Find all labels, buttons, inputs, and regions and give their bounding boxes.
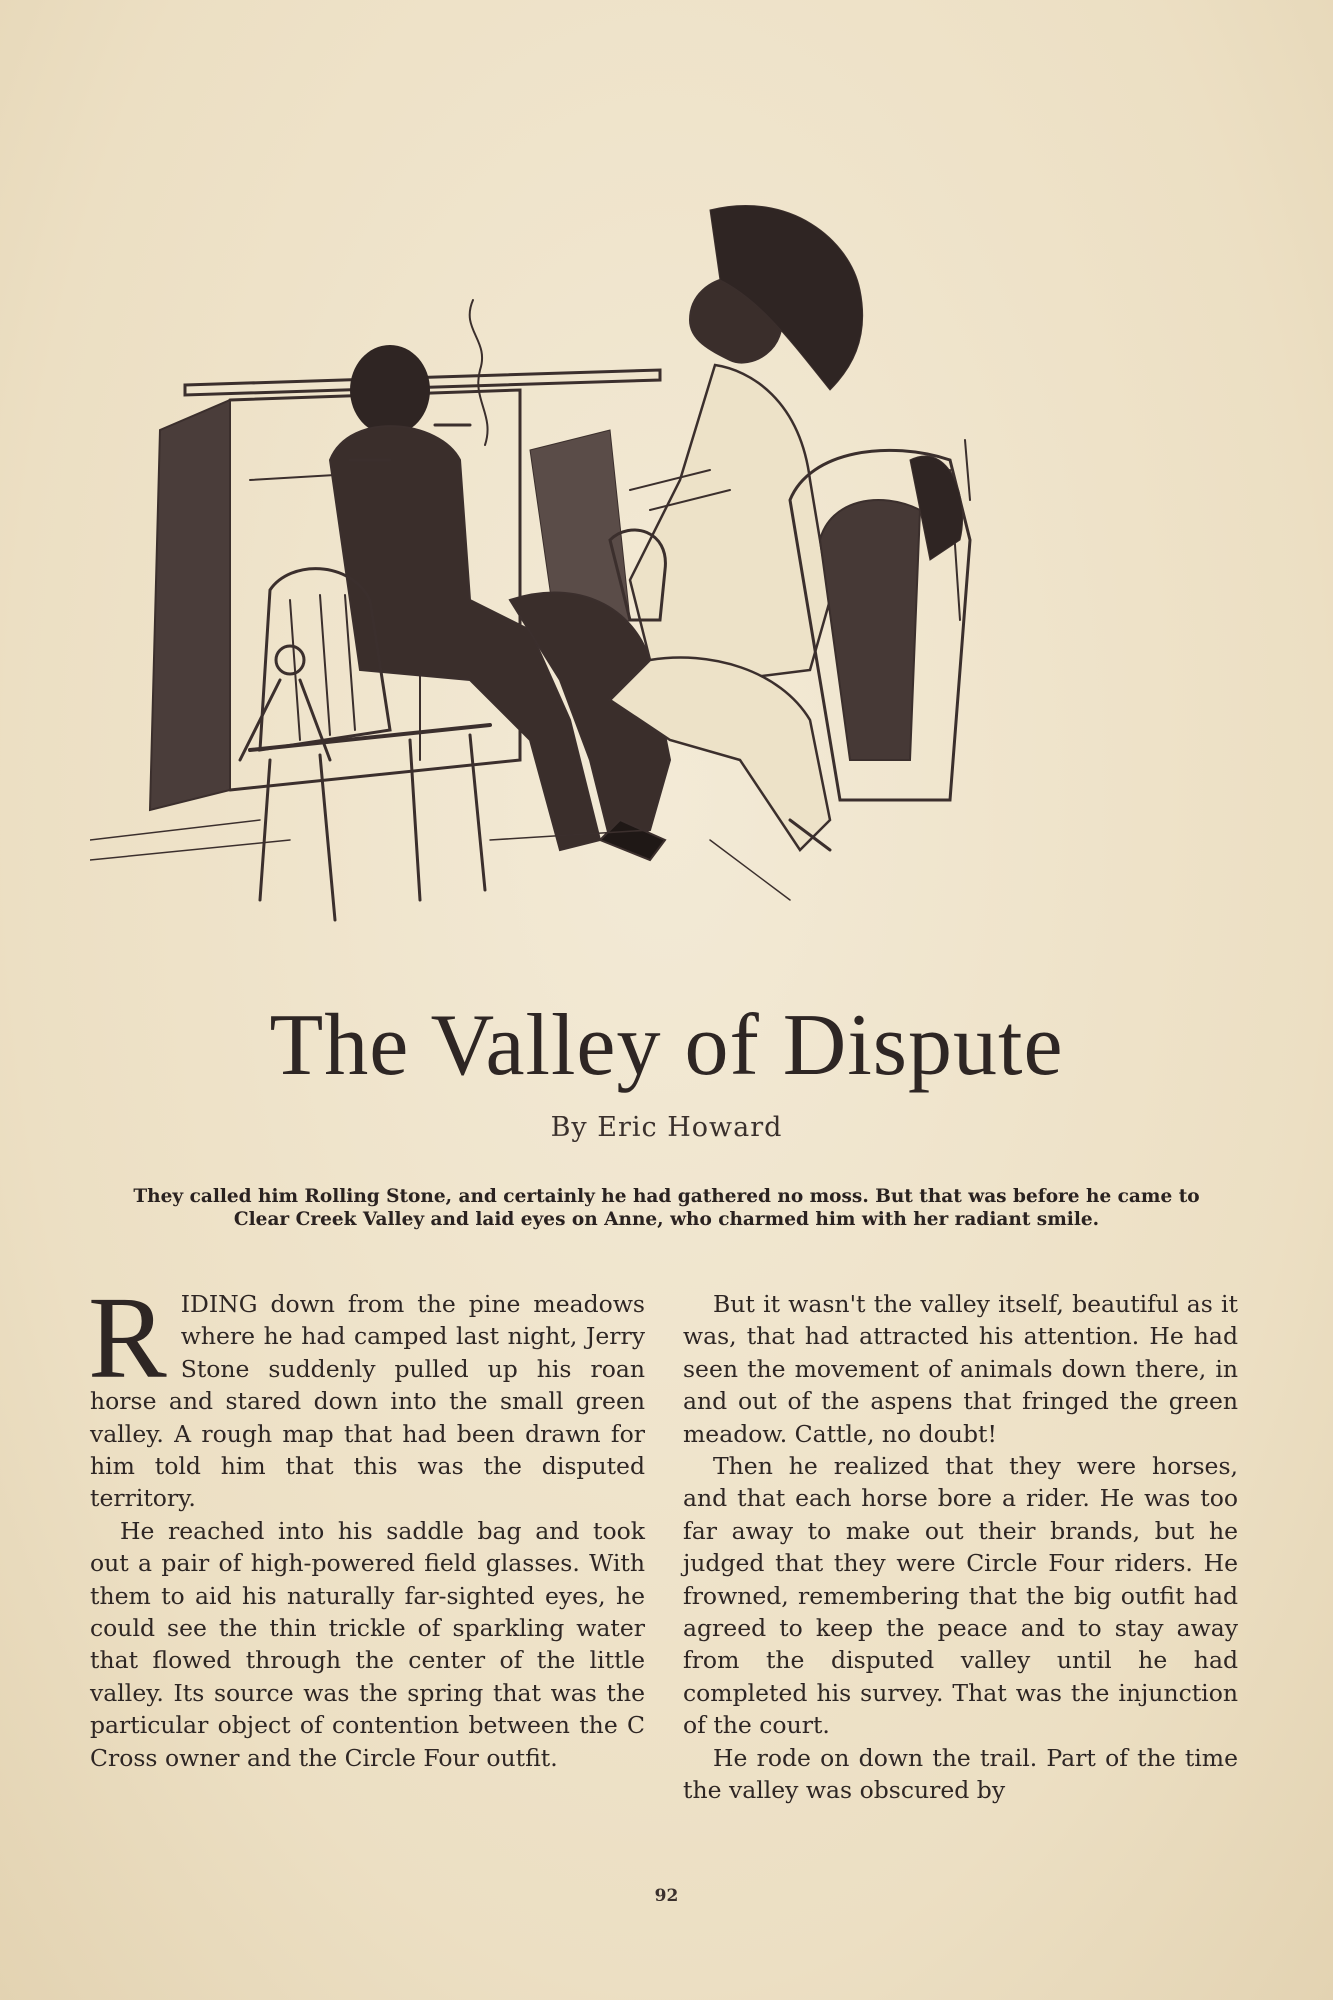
text-column-right [683,1288,1238,1807]
fireside-illustration [90,200,1240,930]
author-byline: By Eric Howard [550,1112,783,1143]
drop-cap: R [88,1272,167,1403]
page-number: 92 [654,1886,679,1906]
paragraph: Then he realized that they were horses, and that each horse bore a rider. He was too far away to make out their brands, but he judged that they were Circle Four riders. He frowned, remembering that the big outfit had agreed to keep the peace and to stay away from the disputed valley until he had completed his survey. That was the injunction of the court. [683,1452,1238,1740]
paragraph: But it wasn't the valley itself, beautiful as it was, that had attracted his attention. He had seen the movement of animals down there, in and out of the aspens that fringed the green meadow. Cattle, no doubt! [683,1290,1238,1448]
paragraph [88,1272,645,1515]
story-title: The Valley of Dispute [269,997,1064,1094]
paragraph-text: IDING down from the pine meadows where he had camped last night, Jerry Stone suddenly pulled up his roan horse and stared down into the small green valley. A rough map that had been drawn for him told him that this was the disputed territory. [90,1290,645,1513]
paragraph: He rode on down the trail. Part of the time the valley was obscured by [683,1743,1238,1805]
text-column-left [88,1272,645,1774]
story-blurb: They called him Rolling Stone, and certainly he had gathered no moss. But that was before he came to Clear Creek Valley and laid eyes on Anne, who charmed him with her radiant smile. [133,1186,1200,1230]
paragraph: He reached into his saddle bag and took out a pair of high-powered field glasses. With them to aid his naturally far-sighted eyes, he could see the thin trickle of sparkling water that flowed through the center of the little valley. Its source was the spring that was the particular object of contention between the C Cross owner and the Circle Four outfit. [90,1516,645,1772]
